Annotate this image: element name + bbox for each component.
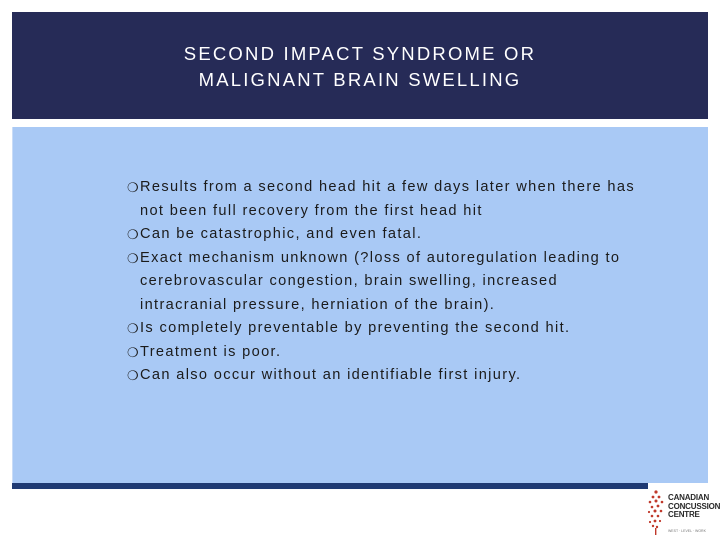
bullet-circle-icon: ❍ xyxy=(127,250,141,266)
bullet-circle-icon: ❍ xyxy=(127,344,141,360)
bullet-item xyxy=(129,317,649,341)
bullet-text: Can also occur without an identifiable first injury. xyxy=(140,367,522,383)
logo-tagline: WEST · LEVEL · WORK xyxy=(668,529,706,533)
maple-leaf-icon xyxy=(646,488,666,536)
panel-edge xyxy=(12,127,13,483)
canadian-concussion-centre-logo xyxy=(646,486,720,536)
title-bar xyxy=(12,12,708,119)
bullet-text: Results from a second head hit a few days later when there has not been full recovery from the first head hit xyxy=(140,179,635,219)
bullet-text: Exact mechanism unknown (?loss of autoregulation leading to cerebrovascular congestion, brain swelling, increased intracranial pressure, herniation of the brain). xyxy=(140,249,621,313)
bullet-item xyxy=(129,341,649,365)
bullet-item xyxy=(129,176,649,223)
bullet-circle-icon: ❍ xyxy=(127,227,141,242)
bullet-circle-icon: ❍ xyxy=(127,368,141,383)
bullet-item xyxy=(129,223,649,247)
bullet-text: Is completely preventable by preventing the second hit. xyxy=(140,320,571,336)
divider xyxy=(12,119,708,127)
footer-rule xyxy=(12,483,648,489)
bullet-list xyxy=(129,176,649,388)
bullet-circle-icon: ❍ xyxy=(127,180,141,195)
bullet-text: Can be catastrophic, and even fatal. xyxy=(140,226,423,242)
logo-wordmark: CANADIAN CONCUSSION CENTRE xyxy=(668,493,720,519)
bullet-item xyxy=(129,364,649,388)
content-panel xyxy=(12,127,708,483)
bullet-item xyxy=(129,247,649,318)
slide-title: SECOND IMPACT SYNDROME OR MALIGNANT BRAIN SWELLING xyxy=(183,42,537,90)
bullet-circle-icon: ❍ xyxy=(127,321,141,336)
bullet-text: Treatment is poor. xyxy=(140,343,282,360)
